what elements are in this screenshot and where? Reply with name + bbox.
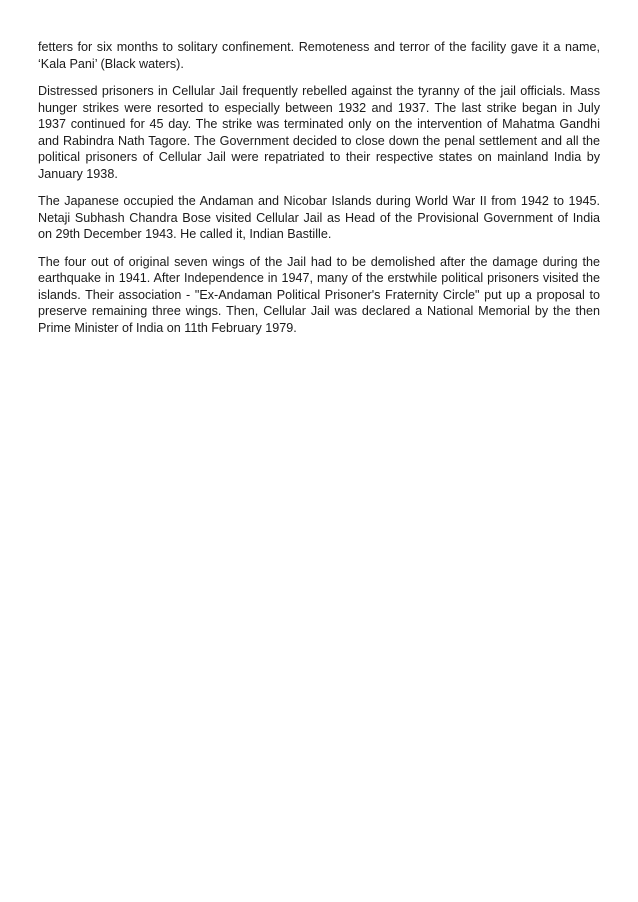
paragraph-national-memorial: The four out of original seven wings of the Jail had to be demolished after the damage during the earthquake in 1941. After Independence in 1947, many of the erstwhile political prisoners visited the islands. Their association - "Ex-Andaman Political Prisoner's Fraternity Circle" put up a proposal to preserve remaining three wings. Then, Cellular Jail was declared a National Memorial by the then Prime Minister of India on 11th February 1979. — [38, 254, 600, 335]
paragraph-kala-pani: fetters for six months to solitary confinement. Remoteness and terror of the facility gave it a name, ‘Kala Pani’ (Black waters). — [38, 40, 600, 71]
paragraph-hunger-strikes: Distressed prisoners in Cellular Jail frequently rebelled against the tyranny of the jail officials. Mass hunger strikes were resorted to especially between 1932 and 1937. The last strike began in July 1937 continued for 45 day. The strike was terminated only on the intervention of Mahatma Gandhi and Rabindra Nath Tagore. The Government decided to close down the penal settlement and all the political prisoners of Cellular Jail were repatriated to their respective states on mainland India by January 1938. — [38, 84, 600, 181]
paragraph-japanese-occupation: The Japanese occupied the Andaman and Nicobar Islands during World War II from 1942 to 1945. Netaji Subhash Chandra Bose visited Cellular Jail as Head of the Provisional Government of India on 29th December 1943. He called it, Indian Bastille. — [38, 194, 600, 241]
